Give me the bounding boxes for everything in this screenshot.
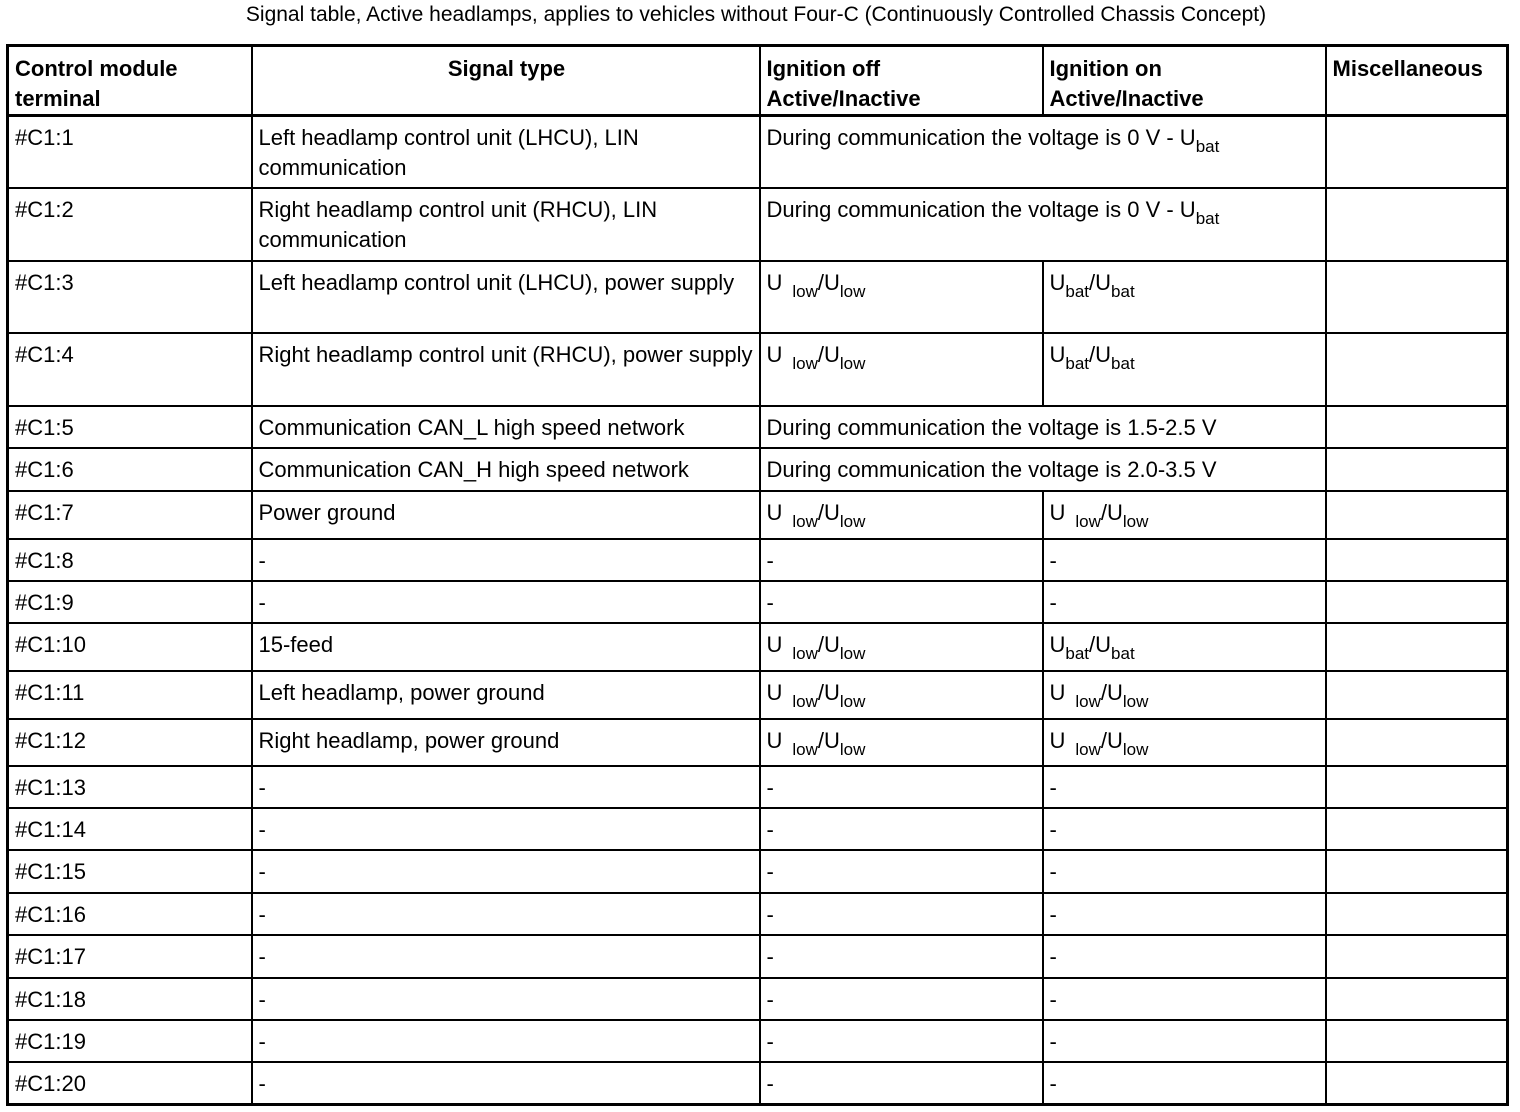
miscellaneous-cell bbox=[1326, 116, 1508, 188]
merged-voltage-text: During communication the voltage is 0 V - U bbox=[766, 196, 1196, 222]
table-row bbox=[8, 893, 1508, 935]
ignition-on-cell: - bbox=[1043, 808, 1326, 850]
miscellaneous-cell bbox=[1326, 808, 1508, 850]
merged-voltage-text: During communication the voltage is 2.0-3.5 V bbox=[766, 456, 1217, 482]
ignition-off-cell bbox=[760, 333, 1043, 406]
signal-type-cell: Left headlamp, power ground bbox=[252, 671, 760, 719]
miscellaneous-cell bbox=[1326, 623, 1508, 671]
ignition-off-cell bbox=[760, 261, 1043, 333]
table-row bbox=[8, 116, 1508, 188]
ignition-off-cell: - bbox=[760, 978, 1043, 1020]
header-miscellaneous: Miscellaneous bbox=[1326, 46, 1508, 116]
ignition-off-cell: - bbox=[760, 581, 1043, 623]
voltage-value: $U_{bat}/U_{bat}$ bbox=[1049, 631, 1135, 663]
table-header-row bbox=[8, 46, 1508, 116]
terminal-cell: #C1:6 bbox=[8, 448, 252, 491]
signal-type-cell: Right headlamp control unit (RHCU), power supply bbox=[252, 333, 760, 406]
terminal-cell: #C1:20 bbox=[8, 1062, 252, 1105]
signal-type-cell: - bbox=[252, 850, 760, 893]
terminal-cell: #C1:9 bbox=[8, 581, 252, 623]
ignition-off-cell: - bbox=[760, 808, 1043, 850]
terminal-cell: #C1:11 bbox=[8, 671, 252, 719]
miscellaneous-cell bbox=[1326, 491, 1508, 539]
miscellaneous-cell bbox=[1326, 1062, 1508, 1105]
ignition-on-cell: - bbox=[1043, 1020, 1326, 1062]
terminal-cell: #C1:3 bbox=[8, 261, 252, 333]
ignition-on-cell: - bbox=[1043, 850, 1326, 893]
table-row bbox=[8, 188, 1508, 261]
ignition-on-cell bbox=[1043, 719, 1326, 766]
signal-type-cell: Left headlamp control unit (LHCU), power supply bbox=[252, 261, 760, 333]
terminal-cell: #C1:4 bbox=[8, 333, 252, 406]
ignition-on-cell: - bbox=[1043, 935, 1326, 978]
merged-voltage-text: During communication the voltage is 1.5-2.5 V bbox=[766, 414, 1217, 440]
merged-voltage-text: During communication the voltage is 0 V - U bbox=[766, 125, 1196, 150]
table-row bbox=[8, 539, 1508, 581]
ignition-on-cell: - bbox=[1043, 581, 1326, 623]
miscellaneous-cell bbox=[1326, 188, 1508, 261]
ignition-on-cell: - bbox=[1043, 766, 1326, 808]
ignition-on-cell bbox=[1043, 491, 1326, 539]
terminal-cell: #C1:5 bbox=[8, 406, 252, 448]
signal-type-cell: Communication CAN_L high speed network bbox=[252, 406, 760, 448]
voltage-subscript: bat bbox=[1195, 137, 1220, 156]
ignition-off-cell: - bbox=[760, 935, 1043, 978]
signal-type-cell: Left headlamp control unit (LHCU), LIN communication bbox=[252, 116, 760, 188]
terminal-cell: #C1:2 bbox=[8, 188, 252, 261]
table-row bbox=[8, 261, 1508, 333]
ignition-on-cell: - bbox=[1043, 539, 1326, 581]
table-row bbox=[8, 406, 1508, 448]
ignition-on-cell: - bbox=[1043, 893, 1326, 935]
table-row bbox=[8, 935, 1508, 978]
miscellaneous-cell bbox=[1326, 978, 1508, 1020]
signal-type-cell: - bbox=[252, 978, 760, 1020]
terminal-cell: #C1:14 bbox=[8, 808, 252, 850]
miscellaneous-cell bbox=[1326, 935, 1508, 978]
table-row bbox=[8, 671, 1508, 719]
signal-type-cell: - bbox=[252, 893, 760, 935]
signal-type-cell: Right headlamp, power ground bbox=[252, 719, 760, 766]
table-row bbox=[8, 719, 1508, 766]
table-row bbox=[8, 448, 1508, 491]
ignition-on-cell bbox=[1043, 261, 1326, 333]
terminal-cell: #C1:1 bbox=[8, 116, 252, 188]
terminal-cell: #C1:7 bbox=[8, 491, 252, 539]
voltage-value: $U_{bat}/U_{bat}$ bbox=[1049, 269, 1135, 301]
ignition-off-cell: - bbox=[760, 1062, 1043, 1105]
miscellaneous-cell bbox=[1326, 261, 1508, 333]
ignition-on-cell bbox=[1043, 671, 1326, 719]
signal-type-cell: - bbox=[252, 1062, 760, 1105]
signal-type-cell: - bbox=[252, 1020, 760, 1062]
signal-type-cell: Power ground bbox=[252, 491, 760, 539]
signal-type-cell: - bbox=[252, 539, 760, 581]
miscellaneous-cell bbox=[1326, 539, 1508, 581]
header-ignition-on: Ignition on Active/Inactive bbox=[1043, 46, 1326, 116]
ignition-off-cell bbox=[760, 671, 1043, 719]
signal-type-cell: - bbox=[252, 808, 760, 850]
header-ignition-off: Ignition off Active/Inactive bbox=[760, 46, 1043, 116]
terminal-cell: #C1:12 bbox=[8, 719, 252, 766]
ignition-off-cell bbox=[760, 491, 1043, 539]
signal-type-cell: 15-feed bbox=[252, 623, 760, 671]
signal-type-cell: - bbox=[252, 581, 760, 623]
terminal-cell: #C1:15 bbox=[8, 850, 252, 893]
voltage-value: U $_{low}/U_{low}$ bbox=[1049, 679, 1149, 711]
header-terminal: Control module terminal bbox=[8, 46, 252, 116]
voltage-value: U $_{low}/U_{low}$ bbox=[766, 727, 866, 759]
terminal-cell: #C1:8 bbox=[8, 539, 252, 581]
table-row bbox=[8, 333, 1508, 406]
miscellaneous-cell bbox=[1326, 766, 1508, 808]
miscellaneous-cell bbox=[1326, 893, 1508, 935]
signal-type-cell: Communication CAN_H high speed network bbox=[252, 448, 760, 491]
ignition-off-cell: - bbox=[760, 766, 1043, 808]
table-row bbox=[8, 623, 1508, 671]
table-row bbox=[8, 978, 1508, 1020]
miscellaneous-cell bbox=[1326, 448, 1508, 491]
terminal-cell: #C1:19 bbox=[8, 1020, 252, 1062]
voltage-value: U $_{low}/U_{low}$ bbox=[766, 499, 866, 531]
terminal-cell: #C1:16 bbox=[8, 893, 252, 935]
table-row bbox=[8, 1020, 1508, 1062]
signal-table bbox=[6, 44, 1509, 1106]
ignition-off-cell: - bbox=[760, 539, 1043, 581]
terminal-cell: #C1:18 bbox=[8, 978, 252, 1020]
miscellaneous-cell bbox=[1326, 1020, 1508, 1062]
merged-voltage-cell bbox=[760, 406, 1326, 448]
ignition-on-cell: - bbox=[1043, 1062, 1326, 1105]
header-signal-type: Signal type bbox=[252, 46, 760, 116]
table-row bbox=[8, 581, 1508, 623]
miscellaneous-cell bbox=[1326, 671, 1508, 719]
ignition-off-cell bbox=[760, 623, 1043, 671]
miscellaneous-cell bbox=[1326, 333, 1508, 406]
miscellaneous-cell bbox=[1326, 850, 1508, 893]
miscellaneous-cell bbox=[1326, 719, 1508, 766]
ignition-off-cell bbox=[760, 719, 1043, 766]
signal-type-cell: - bbox=[252, 766, 760, 808]
table-row bbox=[8, 1062, 1508, 1105]
signal-type-cell: - bbox=[252, 935, 760, 978]
terminal-cell: #C1:17 bbox=[8, 935, 252, 978]
voltage-value: $U_{bat}/U_{bat}$ bbox=[1049, 341, 1135, 373]
voltage-value: U $_{low}/U_{low}$ bbox=[766, 679, 866, 711]
ignition-on-cell bbox=[1043, 623, 1326, 671]
table-row bbox=[8, 766, 1508, 808]
ignition-on-cell bbox=[1043, 333, 1326, 406]
table-row bbox=[8, 491, 1508, 539]
terminal-cell: #C1:10 bbox=[8, 623, 252, 671]
merged-voltage-cell bbox=[760, 448, 1326, 491]
ignition-off-cell: - bbox=[760, 893, 1043, 935]
miscellaneous-cell bbox=[1326, 581, 1508, 623]
ignition-off-cell: - bbox=[760, 1020, 1043, 1062]
table-row bbox=[8, 850, 1508, 893]
table-body bbox=[8, 116, 1508, 1105]
voltage-value: U $_{low}/U_{low}$ bbox=[1049, 727, 1149, 759]
terminal-cell: #C1:13 bbox=[8, 766, 252, 808]
voltage-value: U $_{low}/U_{low}$ bbox=[766, 341, 866, 373]
page-title: Signal table, Active headlamps, applies to vehicles without Four-C (Continuously Controlled Chassis Concept) bbox=[245, 3, 1267, 26]
voltage-value: U $_{low}/U_{low}$ bbox=[766, 269, 866, 301]
ignition-off-cell: - bbox=[760, 850, 1043, 893]
ignition-on-cell: - bbox=[1043, 978, 1326, 1020]
merged-voltage-cell bbox=[760, 116, 1326, 188]
miscellaneous-cell bbox=[1326, 406, 1508, 448]
voltage-value: U $_{low}/U_{low}$ bbox=[1049, 499, 1149, 531]
signal-type-cell: Right headlamp control unit (RHCU), LIN communication bbox=[252, 188, 760, 261]
merged-voltage-cell bbox=[760, 188, 1326, 261]
voltage-subscript: bat bbox=[1195, 208, 1220, 228]
voltage-value: U $_{low}/U_{low}$ bbox=[766, 631, 866, 663]
table-row bbox=[8, 808, 1508, 850]
